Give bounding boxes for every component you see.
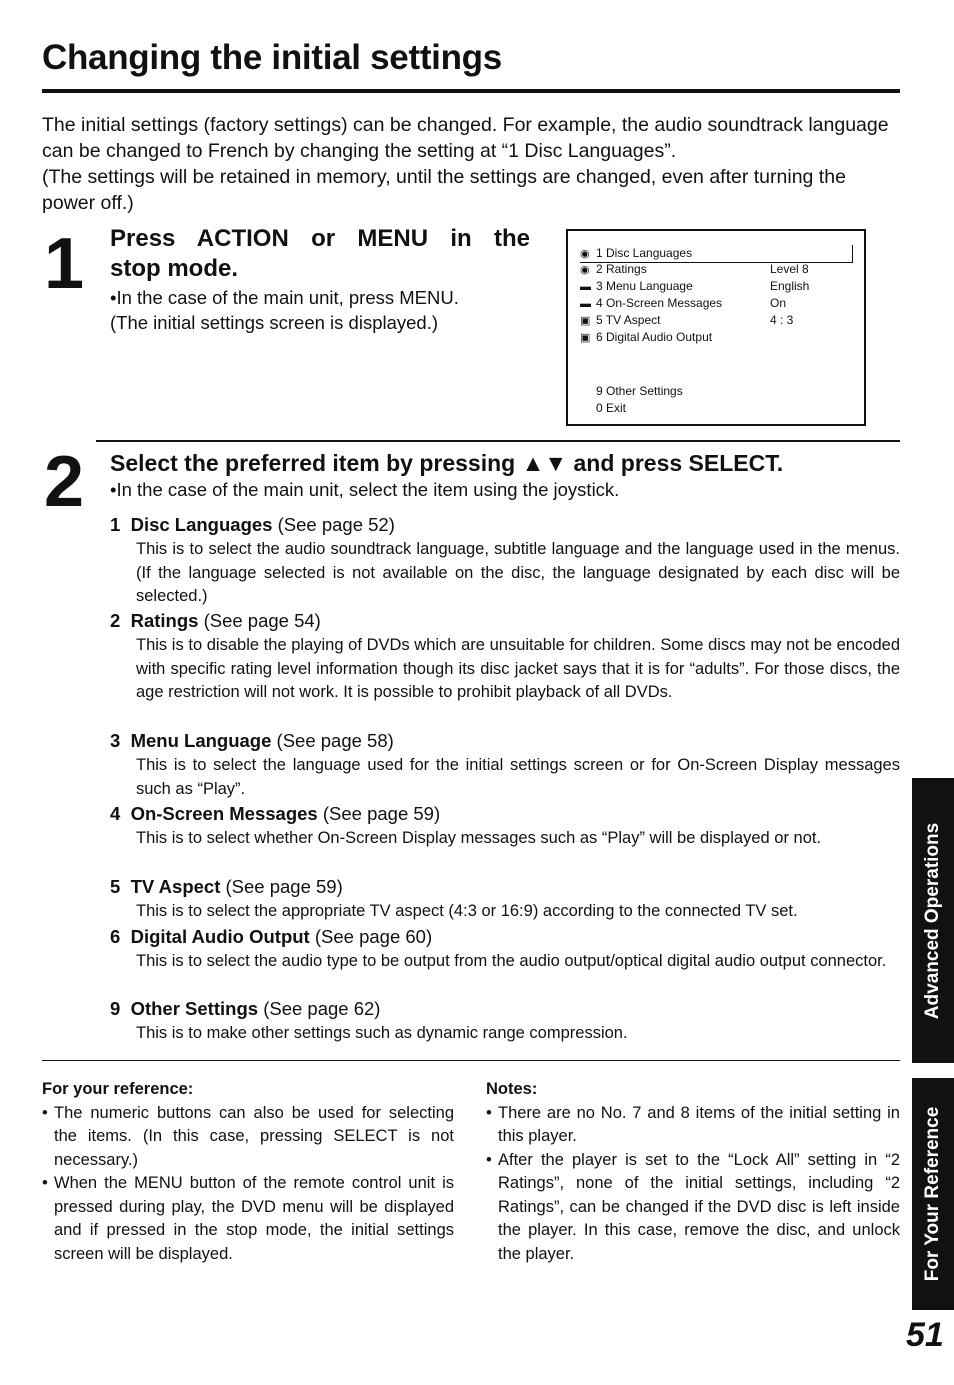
setting-item-heading	[110, 876, 343, 898]
menu-row	[580, 312, 794, 329]
setting-item-number: 2	[110, 610, 121, 631]
reference-item: • The numeric buttons can also be used for selecting the items. (In this case, pressing SELECT is not necessary.)	[42, 1103, 454, 1169]
title-divider	[42, 89, 900, 93]
step-1-heading	[110, 224, 530, 284]
step-2-heading: Select the preferred item by pressing ▲▼ and press SELECT.	[110, 450, 784, 476]
menu-row-value: Level 8	[770, 262, 809, 276]
setting-item-number: 6	[110, 926, 121, 947]
menu-row-label: 4 On-Screen Messages	[596, 296, 723, 310]
tv-icon: ▣	[580, 332, 591, 344]
step-1-number: 1	[44, 224, 85, 304]
disc-icon: ◉	[580, 264, 590, 276]
reference-item: • When the MENU button of the remote control unit is pressed during play, the DVD menu will be displayed and if pressed in the stop mode, the initial settings screen will be displayed.	[42, 1174, 454, 1263]
menu-row	[580, 278, 810, 295]
menu-row	[580, 400, 626, 416]
menu-row-label: 9 Other Settings	[596, 384, 683, 398]
side-tab-label: For Your Reference	[922, 1106, 943, 1282]
setting-item-name: TV Aspect	[130, 876, 221, 897]
menu-row-label: 2 Ratings	[596, 262, 647, 276]
menu-row-label: 3 Menu Language	[596, 279, 693, 293]
setting-item-name: On-Screen Messages	[130, 803, 318, 824]
menu-row	[580, 295, 787, 312]
side-tab-advanced-operations	[912, 778, 954, 1063]
screen-icon: ▬	[580, 298, 591, 310]
menu-row-value: English	[770, 279, 810, 293]
setting-item-number: 9	[110, 998, 121, 1019]
setting-item-description: This is to select the audio soundtrack language, subtitle language and the language used in the menus. (If the language selected is not available on the disc, the language designated by each disc will be selected.)	[136, 540, 900, 605]
step-1-bullet: •In the case of the main unit, press MENU.	[110, 287, 459, 308]
setting-item-description: This is to select the audio type to be output from the audio output/optical digital audio output connector.	[136, 952, 887, 970]
disc-icon: ◉	[580, 248, 590, 260]
reference-heading: For your reference:	[42, 1080, 194, 1098]
step-divider	[96, 440, 900, 442]
side-tab-label: Advanced Operations	[922, 822, 943, 1019]
setting-item-name: Other Settings	[130, 998, 259, 1019]
notes-item: • After the player is set to the “Lock All” setting in “2 Ratings”, none of the initial settings, including “2 Ratings”, can be changed if the DVD disc is left inside the player. In this case, remove the disc, and unlock the player.	[486, 1150, 900, 1263]
setting-item-heading	[110, 730, 394, 752]
setting-item-number: 4	[110, 803, 121, 824]
reference-section	[42, 1078, 454, 1266]
setting-item-description: This is to select whether On-Screen Display messages such as “Play” will be displayed or not.	[136, 829, 822, 847]
setting-item-name: Menu Language	[130, 730, 272, 751]
setting-item-page-ref: (See page 59)	[322, 803, 441, 824]
step-1-note: (The initial settings screen is displayed.)	[110, 312, 439, 333]
step-2-bullet: •In the case of the main unit, select the item using the joystick.	[110, 479, 620, 500]
notes-item-text: There are no No. 7 and 8 items of the initial setting in this player.	[498, 1103, 900, 1145]
initial-settings-screen	[566, 229, 866, 426]
menu-row-value: 4 : 3	[770, 313, 794, 327]
setting-item-page-ref: (See page 60)	[314, 926, 433, 947]
setting-item-heading	[110, 926, 432, 948]
setting-item-page-ref: (See page 52)	[277, 514, 395, 535]
setting-item-heading	[110, 803, 440, 825]
step-1-heading-line1: Press ACTION or MENU in the	[110, 225, 530, 252]
setting-item-number: 5	[110, 876, 121, 897]
reference-divider	[42, 1060, 900, 1061]
intro-paragraph: The initial settings (factory settings) can be changed. For example, the audio soundtrack language can be changed to French by changing the setting at “1 Disc Languages”.	[42, 114, 889, 162]
intro-note: (The settings will be retained in memory, until the settings are changed, even after turning the power off.)	[42, 166, 846, 214]
setting-item-page-ref: (See page 62)	[263, 998, 381, 1019]
setting-item-name: Digital Audio Output	[130, 926, 310, 947]
setting-item-number: 3	[110, 730, 121, 751]
step-1-heading-line2: stop mode.	[110, 255, 239, 282]
setting-item-page-ref: (See page 54)	[203, 610, 321, 631]
setting-item-page-ref: (See page 58)	[276, 730, 394, 751]
menu-row-label: 6 Digital Audio Output	[596, 330, 713, 344]
menu-row-label: 5 TV Aspect	[596, 313, 661, 327]
setting-item-name: Disc Languages	[130, 514, 273, 535]
notes-item-text: After the player is set to the “Lock All” setting in “2 Ratings”, none of the initial settings, including “2 Ratings”, can be changed if the DVD disc is left inside the player. In this case, remove the disc, and unlock the player.	[498, 1150, 900, 1263]
page-title: Changing the initial settings	[42, 38, 502, 77]
step-2-number: 2	[44, 442, 85, 522]
tv-icon: ▣	[580, 315, 591, 327]
menu-row	[580, 383, 683, 399]
page-number: 51	[906, 1316, 944, 1354]
setting-item-description: This is to select the language used for the initial settings screen or for On-Screen Display messages such as “Play”.	[136, 756, 900, 798]
notes-heading: Notes:	[486, 1080, 538, 1098]
setting-item-name: Ratings	[130, 610, 199, 631]
menu-row-label: 0 Exit	[596, 401, 627, 415]
setting-item-description: This is to select the appropriate TV aspect (4:3 or 16:9) according to the connected TV set.	[136, 902, 798, 920]
reference-item-text: When the MENU button of the remote control unit is pressed during play, the DVD menu will be displayed and if pressed in the stop mode, the initial settings screen will be displayed.	[54, 1174, 454, 1263]
setting-item-number: 1	[110, 514, 121, 535]
setting-item-heading	[110, 514, 395, 536]
menu-row-value: On	[770, 296, 787, 310]
notes-item: • There are no No. 7 and 8 items of the initial setting in this player.	[486, 1103, 900, 1145]
setting-item-description: This is to make other settings such as dynamic range compression.	[136, 1024, 628, 1042]
reference-item-text: The numeric buttons can also be used for selecting the items. (In this case, pressing SELECT is not necessary.)	[54, 1103, 454, 1169]
menu-row	[580, 329, 712, 346]
menu-row	[580, 261, 809, 278]
menu-row-label: 1 Disc Languages	[596, 246, 693, 260]
setting-item-description: This is to disable the playing of DVDs which are unsuitable for children. Some discs may not be encoded with specific rating level information though its disc jacket says that it is for “adults”. For those discs, the age restriction will not work. It is possible to prohibit playback of all DVDs.	[136, 636, 900, 701]
setting-item-heading	[110, 998, 380, 1020]
setting-item-heading	[110, 610, 321, 632]
screen-icon: ▬	[580, 281, 591, 293]
setting-item-page-ref: (See page 59)	[225, 876, 343, 897]
notes-section	[486, 1078, 900, 1266]
side-tab-for-your-reference	[912, 1078, 954, 1310]
